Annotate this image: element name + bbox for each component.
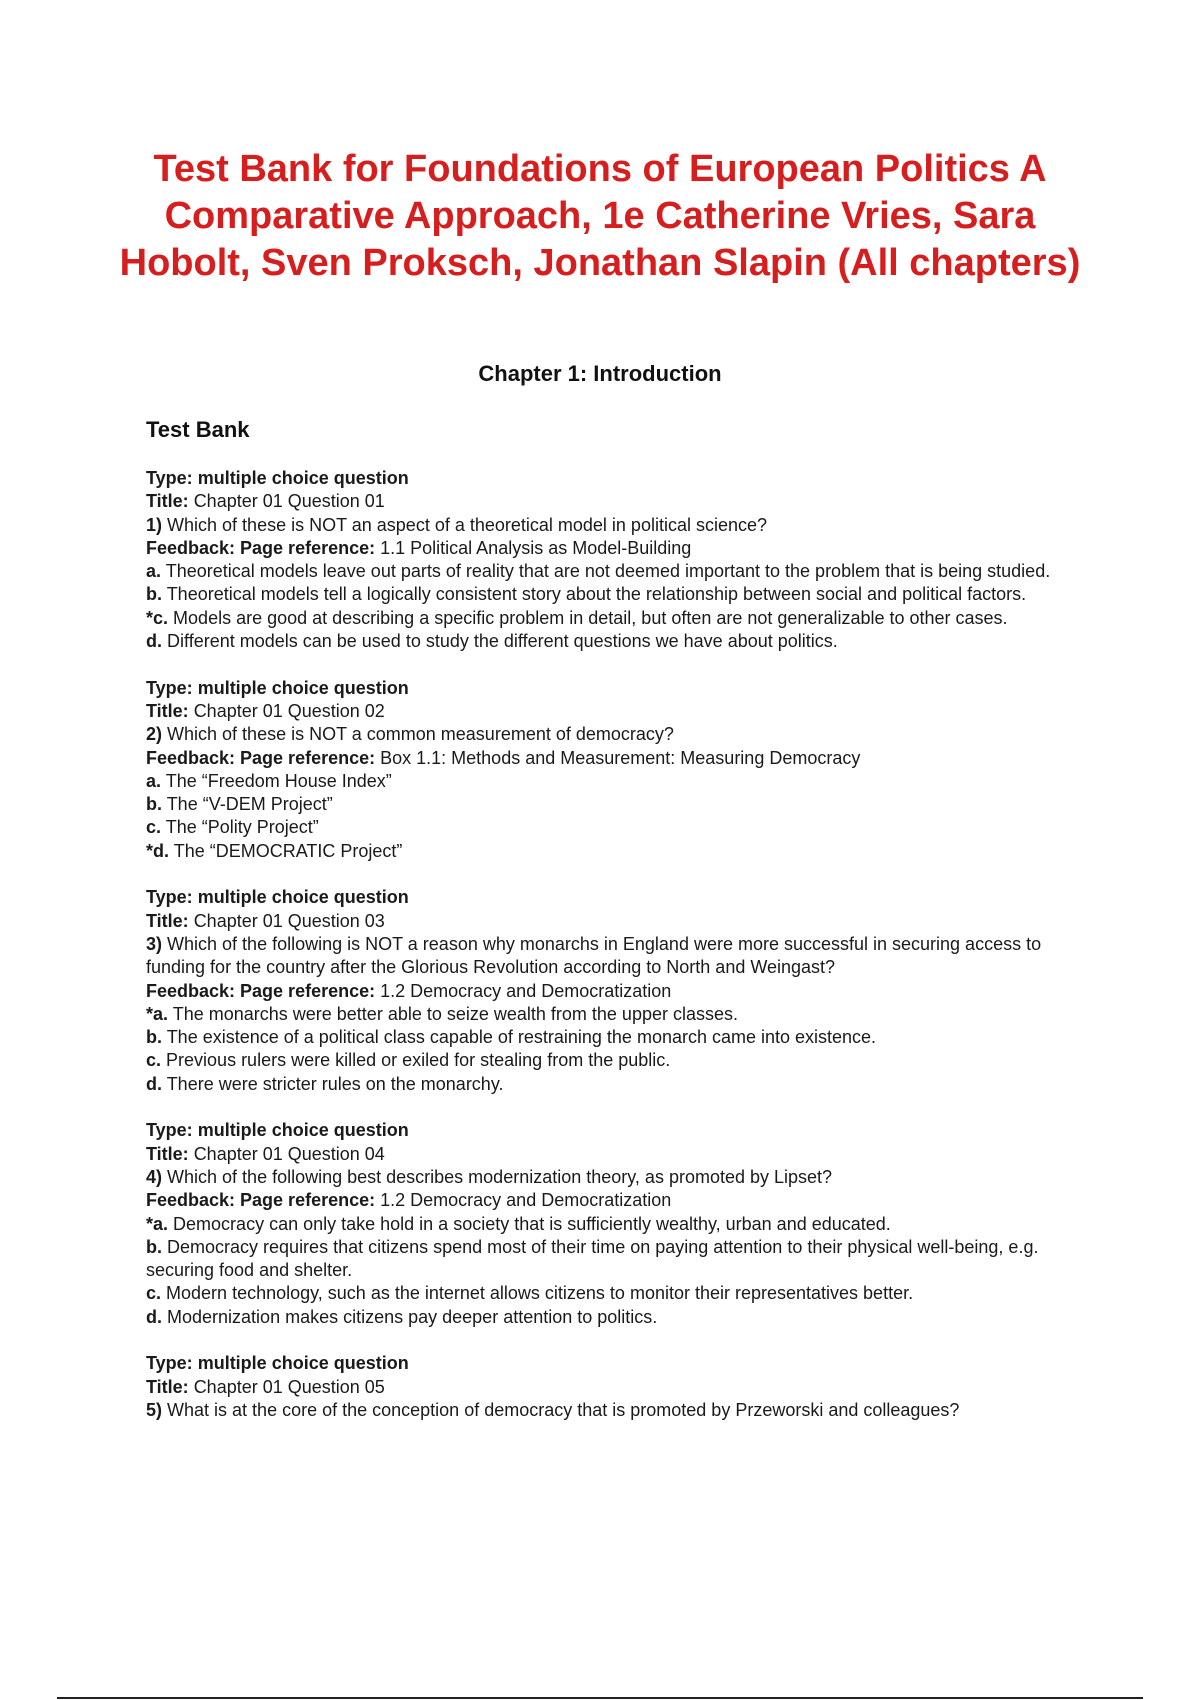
- answer-option-value: Democracy requires that citizens spend most of their time on paying attention to their physical well-being, e.g. securing food and shelter.: [146, 1236, 1039, 1281]
- answer-option-value: The existence of a political class capable of restraining the monarch came into existence.: [166, 1027, 877, 1048]
- answer-option: [146, 1213, 1066, 1236]
- question-type: [146, 677, 1066, 700]
- question-type: [146, 467, 1066, 490]
- question-title-value: Chapter 01 Question 05: [193, 1376, 385, 1397]
- question-text: [146, 933, 1066, 980]
- answer-option: [146, 1026, 1066, 1049]
- question-title: [146, 700, 1066, 723]
- answer-option-value: Theoretical models leave out parts of reality that are not deemed important to the problem that is being studied.: [165, 561, 1051, 582]
- answer-option-label: *a.: [146, 1003, 169, 1024]
- question-type: [146, 886, 1066, 909]
- question-title-label: Title:: [146, 491, 189, 512]
- question-type-value: multiple choice question: [197, 468, 409, 488]
- question-feedback: [146, 980, 1066, 1003]
- answer-option-value: There were stricter rules on the monarchy.: [166, 1073, 504, 1094]
- question-text: [146, 514, 1066, 537]
- answer-option-value: Theoretical models tell a logically consistent story about the relationship between social and political factors.: [166, 584, 1027, 605]
- question-title: [146, 1143, 1066, 1166]
- answer-option-value: Democracy can only take hold in a society that is sufficiently wealthy, urban and educated.: [173, 1213, 891, 1234]
- question-text-value: Which of the following is NOT a reason why monarchs in England were more successful in securing access to funding for the country after the Glorious Revolution according to North and Weingast?: [146, 933, 1042, 978]
- answer-option-label: *c.: [146, 607, 169, 628]
- question-title-value: Chapter 01 Question 03: [193, 910, 385, 931]
- question-feedback: [146, 1189, 1066, 1212]
- question-text-label: 3): [146, 933, 163, 954]
- answer-option: [146, 560, 1066, 583]
- document-title: Test Bank for Foundations of European Politics A Comparative Approach, 1e Catherine Vries, Sara Hobolt, Sven Proksch, Jonathan Slapin (All chapters): [119, 148, 1081, 284]
- question-list: [146, 467, 1066, 1445]
- question-type-label: Type:: [146, 468, 193, 488]
- question-feedback-value: 1.2 Democracy and Democratization: [380, 980, 672, 1001]
- question-feedback-value: 1.1 Political Analysis as Model-Building: [380, 537, 692, 558]
- question-feedback-label: Feedback: Page reference:: [146, 980, 376, 1001]
- answer-option-label: *a.: [146, 1213, 169, 1234]
- question-block: [146, 677, 1066, 863]
- answer-option-value: The “DEMOCRATIC Project”: [173, 840, 403, 861]
- question-title-label: Title:: [146, 1143, 189, 1164]
- question-title-label: Title:: [146, 700, 189, 721]
- answer-option: [146, 630, 1066, 653]
- answer-option-value: Previous rulers were killed or exiled for stealing from the public.: [166, 1050, 671, 1071]
- question-text-value: Which of these is NOT a common measurement of democracy?: [167, 724, 674, 745]
- section-heading: Test Bank: [146, 417, 250, 442]
- answer-option-label: d.: [146, 1073, 162, 1094]
- answer-option-label: c.: [146, 817, 162, 838]
- answer-option-value: Models are good at describing a specific problem in detail, but often are not generalizable to other cases.: [173, 607, 1008, 628]
- question-feedback-label: Feedback: Page reference:: [146, 747, 376, 768]
- answer-option-label: b.: [146, 1236, 162, 1257]
- question-feedback-value: Box 1.1: Methods and Measurement: Measuring Democracy: [380, 747, 861, 768]
- answer-option-label: d.: [146, 1306, 162, 1327]
- answer-option-value: Different models can be used to study the different questions we have about politics.: [167, 631, 838, 652]
- question-text-label: 1): [146, 514, 163, 535]
- question-type: [146, 1119, 1066, 1142]
- question-title-value: Chapter 01 Question 04: [193, 1143, 385, 1164]
- answer-option-label: a.: [146, 770, 162, 791]
- question-block: [146, 1119, 1066, 1329]
- answer-option-value: The monarchs were better able to seize wealth from the upper classes.: [172, 1003, 738, 1024]
- question-title-value: Chapter 01 Question 02: [193, 700, 385, 721]
- answer-option-label: a.: [146, 561, 162, 582]
- page-bottom-rule: [57, 1697, 1143, 1699]
- answer-option: [146, 1073, 1066, 1096]
- question-text-value: Which of these is NOT an aspect of a theoretical model in political science?: [167, 514, 767, 535]
- question-block: [146, 467, 1066, 653]
- question-text-label: 2): [146, 724, 163, 745]
- question-title: [146, 910, 1066, 933]
- question-title: [146, 490, 1066, 513]
- question-type: [146, 1352, 1066, 1375]
- answer-option-label: b.: [146, 584, 162, 605]
- question-type-label: Type:: [146, 677, 193, 698]
- question-text-value: What is at the core of the conception of democracy that is promoted by Przeworski and colleagues?: [167, 1399, 960, 1420]
- chapter-heading: Chapter 1: Introduction: [478, 361, 722, 386]
- question-text-label: 5): [146, 1399, 163, 1420]
- answer-option: [146, 816, 1066, 839]
- answer-option: [146, 583, 1066, 606]
- answer-option-value: Modern technology, such as the internet allows citizens to monitor their representatives better.: [166, 1283, 914, 1304]
- question-type-value: multiple choice question: [197, 1353, 409, 1374]
- question-title-label: Title:: [146, 1376, 189, 1397]
- question-feedback-label: Feedback: Page reference:: [146, 537, 376, 558]
- question-text: [146, 1399, 1066, 1422]
- question-type-label: Type:: [146, 887, 193, 908]
- answer-option-label: d.: [146, 631, 162, 652]
- question-type-value: multiple choice question: [197, 887, 409, 908]
- question-type-value: multiple choice question: [197, 1120, 409, 1141]
- answer-option-value: The “Freedom House Index”: [165, 770, 392, 791]
- question-type-value: multiple choice question: [197, 677, 409, 698]
- question-title-label: Title:: [146, 910, 189, 931]
- answer-option-label: b.: [146, 794, 162, 815]
- question-feedback: [146, 537, 1066, 560]
- question-feedback-label: Feedback: Page reference:: [146, 1190, 376, 1211]
- answer-option: [146, 770, 1066, 793]
- question-text-value: Which of the following best describes modernization theory, as promoted by Lipset?: [167, 1166, 833, 1187]
- answer-option: [146, 1236, 1066, 1283]
- question-block: [146, 886, 1066, 1096]
- answer-option-label: c.: [146, 1283, 162, 1304]
- question-text: [146, 1166, 1066, 1189]
- answer-option: [146, 1049, 1066, 1072]
- question-type-label: Type:: [146, 1120, 193, 1141]
- question-type-label: Type:: [146, 1353, 193, 1374]
- question-title: [146, 1376, 1066, 1399]
- answer-option: [146, 840, 1066, 863]
- answer-option: [146, 1003, 1066, 1026]
- answer-option: [146, 793, 1066, 816]
- answer-option: [146, 1306, 1066, 1329]
- answer-option-value: The “V-DEM Project”: [166, 794, 333, 815]
- answer-option-value: Modernization makes citizens pay deeper attention to politics.: [167, 1306, 658, 1327]
- answer-option-label: b.: [146, 1027, 162, 1048]
- question-block: [146, 1352, 1066, 1422]
- answer-option-label: c.: [146, 1050, 162, 1071]
- answer-option-value: The “Polity Project”: [165, 817, 319, 838]
- question-text: [146, 723, 1066, 746]
- question-feedback: [146, 747, 1066, 770]
- question-text-label: 4): [146, 1166, 163, 1187]
- answer-option: [146, 1282, 1066, 1305]
- question-feedback-value: 1.2 Democracy and Democratization: [380, 1190, 672, 1211]
- answer-option: [146, 607, 1066, 630]
- question-title-value: Chapter 01 Question 01: [193, 491, 385, 512]
- answer-option-label: *d.: [146, 840, 170, 861]
